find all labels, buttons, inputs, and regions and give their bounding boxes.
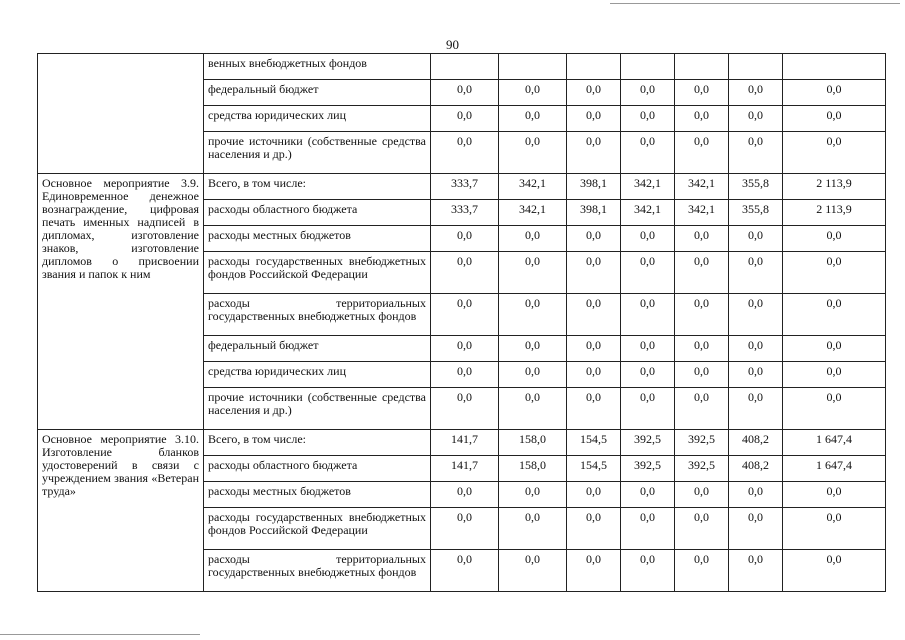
value-cell: 0,0	[499, 294, 567, 336]
value-cell: 0,0	[621, 508, 675, 550]
measure-cell	[38, 54, 204, 174]
value-cell: 158,0	[499, 430, 567, 456]
value-cell: 0,0	[729, 550, 783, 592]
value-cell: 0,0	[729, 362, 783, 388]
value-cell: 141,7	[431, 456, 499, 482]
value-cell: 0,0	[621, 132, 675, 174]
value-cell: 0,0	[783, 80, 886, 106]
funding-source-cell: расходы территориальных государственных внебюджетных фондов	[204, 294, 431, 336]
value-cell: 0,0	[783, 362, 886, 388]
funding-source-cell: прочие источники (собственные средства населения и др.)	[204, 132, 431, 174]
value-cell: 398,1	[567, 200, 621, 226]
value-cell: 0,0	[621, 362, 675, 388]
value-cell: 0,0	[431, 294, 499, 336]
value-cell: 0,0	[499, 508, 567, 550]
value-cell: 0,0	[499, 336, 567, 362]
value-cell: 0,0	[499, 252, 567, 294]
value-cell: 0,0	[621, 226, 675, 252]
value-cell: 342,1	[675, 200, 729, 226]
table-body	[38, 54, 886, 592]
value-cell	[567, 54, 621, 80]
value-cell: 0,0	[431, 252, 499, 294]
value-cell: 0,0	[567, 226, 621, 252]
value-cell: 0,0	[567, 508, 621, 550]
funding-source-cell: федеральный бюджет	[204, 336, 431, 362]
funding-source-cell: расходы государственных внебюджетных фондов Российской Федерации	[204, 508, 431, 550]
value-cell: 0,0	[783, 252, 886, 294]
value-cell: 0,0	[675, 482, 729, 508]
value-cell: 0,0	[431, 226, 499, 252]
value-cell: 2 113,9	[783, 174, 886, 200]
value-cell: 0,0	[729, 106, 783, 132]
funding-source-cell: федеральный бюджет	[204, 80, 431, 106]
value-cell: 0,0	[567, 252, 621, 294]
value-cell: 0,0	[621, 106, 675, 132]
value-cell: 2 113,9	[783, 200, 886, 226]
value-cell: 0,0	[675, 226, 729, 252]
value-cell: 0,0	[729, 294, 783, 336]
funding-source-cell: расходы областного бюджета	[204, 456, 431, 482]
value-cell: 0,0	[431, 362, 499, 388]
value-cell: 0,0	[675, 550, 729, 592]
value-cell: 0,0	[675, 362, 729, 388]
value-cell: 0,0	[431, 508, 499, 550]
value-cell: 154,5	[567, 430, 621, 456]
value-cell: 0,0	[675, 80, 729, 106]
value-cell	[675, 54, 729, 80]
value-cell: 0,0	[431, 106, 499, 132]
value-cell: 0,0	[675, 252, 729, 294]
funding-source-cell: средства юридических лиц	[204, 106, 431, 132]
table-row	[38, 430, 886, 456]
funding-source-cell: расходы местных бюджетов	[204, 482, 431, 508]
value-cell: 0,0	[729, 80, 783, 106]
value-cell: 0,0	[783, 508, 886, 550]
value-cell: 0,0	[783, 226, 886, 252]
funding-source-cell: расходы областного бюджета	[204, 200, 431, 226]
value-cell: 392,5	[675, 430, 729, 456]
funding-source-cell: венных внебюджетных фондов	[204, 54, 431, 80]
value-cell: 0,0	[567, 294, 621, 336]
funding-source-cell: средства юридических лиц	[204, 362, 431, 388]
value-cell: 0,0	[621, 388, 675, 430]
value-cell: 0,0	[783, 550, 886, 592]
value-cell: 0,0	[567, 106, 621, 132]
value-cell: 0,0	[499, 106, 567, 132]
value-cell: 0,0	[621, 294, 675, 336]
value-cell: 0,0	[783, 132, 886, 174]
value-cell: 0,0	[675, 106, 729, 132]
value-cell: 0,0	[431, 336, 499, 362]
value-cell: 0,0	[729, 388, 783, 430]
page-number: 90	[446, 37, 459, 52]
value-cell: 0,0	[729, 252, 783, 294]
page-edge-bottom	[0, 634, 200, 635]
value-cell: 0,0	[499, 362, 567, 388]
value-cell: 0,0	[621, 80, 675, 106]
measure-cell: Основное мероприятие 3.9. Единовременное денежное вознаграждение, цифровая печать именных надписей в дипломах, изготовление знаков, изготовление дипломов о присвоении звания и папок к ним	[38, 174, 204, 430]
value-cell: 0,0	[567, 80, 621, 106]
value-cell	[499, 54, 567, 80]
value-cell: 342,1	[621, 174, 675, 200]
funding-source-cell: расходы территориальных государственных внебюджетных фондов	[204, 550, 431, 592]
value-cell: 0,0	[567, 550, 621, 592]
value-cell: 0,0	[675, 132, 729, 174]
value-cell: 0,0	[675, 388, 729, 430]
value-cell: 0,0	[675, 294, 729, 336]
value-cell	[431, 54, 499, 80]
value-cell: 0,0	[431, 80, 499, 106]
value-cell: 0,0	[567, 362, 621, 388]
value-cell: 342,1	[675, 174, 729, 200]
value-cell: 141,7	[431, 430, 499, 456]
value-cell: 0,0	[567, 482, 621, 508]
value-cell: 408,2	[729, 430, 783, 456]
funding-source-cell: расходы местных бюджетов	[204, 226, 431, 252]
value-cell: 0,0	[499, 132, 567, 174]
value-cell: 0,0	[729, 482, 783, 508]
value-cell: 0,0	[567, 132, 621, 174]
value-cell: 0,0	[431, 482, 499, 508]
value-cell: 0,0	[729, 336, 783, 362]
value-cell: 392,5	[621, 430, 675, 456]
value-cell: 333,7	[431, 174, 499, 200]
value-cell: 154,5	[567, 456, 621, 482]
value-cell: 0,0	[499, 482, 567, 508]
value-cell	[729, 54, 783, 80]
value-cell: 1 647,4	[783, 456, 886, 482]
funding-source-cell: Всего, в том числе:	[204, 174, 431, 200]
value-cell: 0,0	[499, 550, 567, 592]
value-cell: 0,0	[499, 388, 567, 430]
funding-source-cell: прочие источники (собственные средства населения и др.)	[204, 388, 431, 430]
value-cell: 158,0	[499, 456, 567, 482]
value-cell: 342,1	[499, 200, 567, 226]
funding-source-cell: Всего, в том числе:	[204, 430, 431, 456]
value-cell: 1 647,4	[783, 430, 886, 456]
value-cell: 0,0	[729, 508, 783, 550]
value-cell: 0,0	[675, 336, 729, 362]
funding-source-cell: расходы государственных внебюджетных фондов Российской Федерации	[204, 252, 431, 294]
value-cell: 408,2	[729, 456, 783, 482]
value-cell: 0,0	[499, 80, 567, 106]
value-cell: 0,0	[499, 226, 567, 252]
value-cell: 0,0	[567, 388, 621, 430]
value-cell: 0,0	[431, 550, 499, 592]
value-cell: 0,0	[431, 132, 499, 174]
value-cell: 355,8	[729, 174, 783, 200]
measure-cell: Основное мероприятие 3.10. Изготовление бланков удостоверений в связи с учреждением звания «Ветеран труда»	[38, 430, 204, 592]
value-cell: 0,0	[729, 226, 783, 252]
value-cell	[621, 54, 675, 80]
value-cell: 0,0	[431, 388, 499, 430]
value-cell: 0,0	[567, 336, 621, 362]
value-cell: 342,1	[621, 200, 675, 226]
value-cell: 0,0	[621, 252, 675, 294]
value-cell	[783, 54, 886, 80]
value-cell: 392,5	[621, 456, 675, 482]
value-cell: 355,8	[729, 200, 783, 226]
value-cell: 0,0	[675, 508, 729, 550]
value-cell: 342,1	[499, 174, 567, 200]
value-cell: 398,1	[567, 174, 621, 200]
value-cell: 0,0	[621, 550, 675, 592]
table-row	[38, 54, 886, 80]
value-cell: 0,0	[621, 482, 675, 508]
value-cell: 0,0	[783, 294, 886, 336]
budget-table	[37, 53, 886, 592]
value-cell: 0,0	[621, 336, 675, 362]
value-cell: 0,0	[783, 336, 886, 362]
value-cell: 392,5	[675, 456, 729, 482]
value-cell: 0,0	[783, 106, 886, 132]
value-cell: 0,0	[783, 388, 886, 430]
page-edge-top	[610, 3, 900, 4]
value-cell: 0,0	[729, 132, 783, 174]
value-cell: 333,7	[431, 200, 499, 226]
value-cell: 0,0	[783, 482, 886, 508]
table-row	[38, 174, 886, 200]
